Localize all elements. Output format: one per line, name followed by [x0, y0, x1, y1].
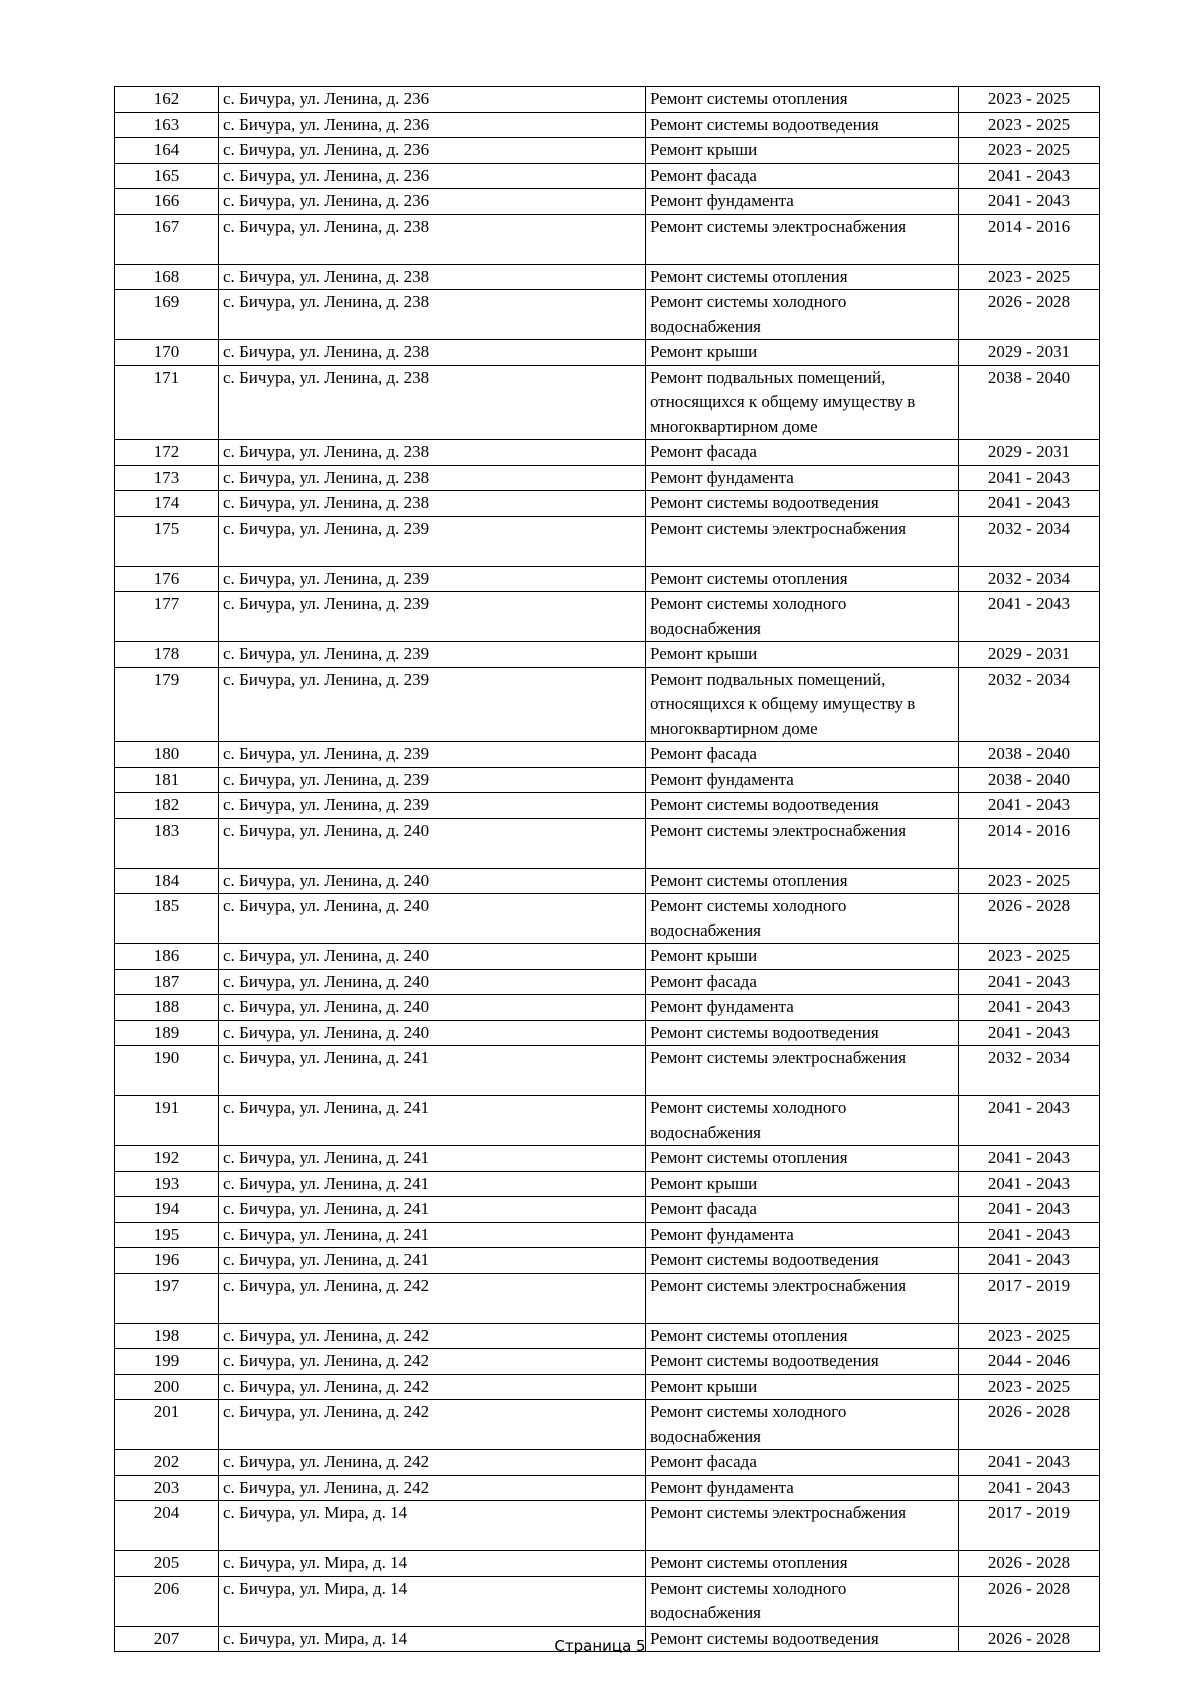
- work-type-cell: Ремонт фундамента: [646, 1222, 959, 1248]
- row-number-cell: 177: [115, 592, 219, 642]
- row-number-cell: 192: [115, 1146, 219, 1172]
- work-type-cell: Ремонт фасада: [646, 742, 959, 768]
- work-type-cell: Ремонт системы отопления: [646, 87, 959, 113]
- address-cell: с. Бичура, ул. Ленина, д. 240: [219, 868, 646, 894]
- table-row: [115, 1501, 1100, 1551]
- row-number-cell: 206: [115, 1576, 219, 1626]
- address-cell: с. Бичура, ул. Ленина, д. 239: [219, 566, 646, 592]
- row-number-cell: 181: [115, 767, 219, 793]
- period-cell: 2041 - 2043: [959, 465, 1100, 491]
- period-cell: 2038 - 2040: [959, 365, 1100, 440]
- address-cell: с. Бичура, ул. Ленина, д. 238: [219, 440, 646, 466]
- row-number-cell: 183: [115, 818, 219, 868]
- work-type-cell: Ремонт крыши: [646, 138, 959, 164]
- work-type-cell: Ремонт крыши: [646, 340, 959, 366]
- row-number-cell: 187: [115, 969, 219, 995]
- address-cell: с. Бичура, ул. Ленина, д. 241: [219, 1046, 646, 1096]
- address-cell: с. Бичура, ул. Ленина, д. 240: [219, 1020, 646, 1046]
- table-row: [115, 1020, 1100, 1046]
- table-row: [115, 894, 1100, 944]
- table-row: [115, 264, 1100, 290]
- table-row: [115, 138, 1100, 164]
- table-row: [115, 868, 1100, 894]
- work-type-cell: Ремонт подвальных помещений, относящихся к общему имуществу в многоквартирном доме: [646, 365, 959, 440]
- work-type-cell: Ремонт фасада: [646, 1197, 959, 1223]
- row-number-cell: 174: [115, 491, 219, 517]
- table-row: [115, 969, 1100, 995]
- period-cell: 2023 - 2025: [959, 87, 1100, 113]
- address-cell: с. Бичура, ул. Ленина, д. 240: [219, 969, 646, 995]
- table-row: [115, 516, 1100, 566]
- work-type-cell: Ремонт системы отопления: [646, 1146, 959, 1172]
- row-number-cell: 176: [115, 566, 219, 592]
- table-row: [115, 365, 1100, 440]
- row-number-cell: 179: [115, 667, 219, 742]
- work-type-cell: Ремонт фундамента: [646, 995, 959, 1021]
- work-type-cell: Ремонт системы электроснабжения: [646, 214, 959, 264]
- table-row: [115, 290, 1100, 340]
- table-row: [115, 163, 1100, 189]
- table-row: [115, 440, 1100, 466]
- row-number-cell: 175: [115, 516, 219, 566]
- work-type-cell: Ремонт системы холодного водоснабжения: [646, 1096, 959, 1146]
- table-row: [115, 491, 1100, 517]
- work-type-cell: Ремонт фасада: [646, 163, 959, 189]
- row-number-cell: 191: [115, 1096, 219, 1146]
- address-cell: с. Бичура, ул. Ленина, д. 241: [219, 1171, 646, 1197]
- table-row: [115, 566, 1100, 592]
- table-row: [115, 1450, 1100, 1476]
- table-row: [115, 1349, 1100, 1375]
- row-number-cell: 198: [115, 1323, 219, 1349]
- row-number-cell: 162: [115, 87, 219, 113]
- row-number-cell: 168: [115, 264, 219, 290]
- period-cell: 2023 - 2025: [959, 264, 1100, 290]
- period-cell: 2041 - 2043: [959, 995, 1100, 1021]
- row-number-cell: 207: [115, 1626, 219, 1652]
- period-cell: 2041 - 2043: [959, 189, 1100, 215]
- work-type-cell: Ремонт крыши: [646, 1374, 959, 1400]
- table-row: [115, 214, 1100, 264]
- row-number-cell: 165: [115, 163, 219, 189]
- row-number-cell: 199: [115, 1349, 219, 1375]
- work-type-cell: Ремонт фасада: [646, 440, 959, 466]
- row-number-cell: 184: [115, 868, 219, 894]
- address-cell: с. Бичура, ул. Ленина, д. 242: [219, 1323, 646, 1349]
- work-type-cell: Ремонт фундамента: [646, 189, 959, 215]
- table-row: [115, 189, 1100, 215]
- table-row: [115, 1096, 1100, 1146]
- period-cell: 2041 - 2043: [959, 1197, 1100, 1223]
- work-type-cell: Ремонт фасада: [646, 1450, 959, 1476]
- address-cell: с. Бичура, ул. Ленина, д. 239: [219, 592, 646, 642]
- work-type-cell: Ремонт системы отопления: [646, 868, 959, 894]
- work-type-cell: Ремонт фундамента: [646, 767, 959, 793]
- table-row: [115, 1146, 1100, 1172]
- period-cell: 2038 - 2040: [959, 767, 1100, 793]
- row-number-cell: 173: [115, 465, 219, 491]
- table-row: [115, 87, 1100, 113]
- work-type-cell: Ремонт системы водоотведения: [646, 1020, 959, 1046]
- table-row: [115, 592, 1100, 642]
- row-number-cell: 203: [115, 1475, 219, 1501]
- row-number-cell: 186: [115, 944, 219, 970]
- work-type-cell: Ремонт фундамента: [646, 1475, 959, 1501]
- address-cell: с. Бичура, ул. Ленина, д. 238: [219, 290, 646, 340]
- period-cell: 2041 - 2043: [959, 1248, 1100, 1274]
- work-type-cell: Ремонт системы холодного водоснабжения: [646, 1400, 959, 1450]
- work-type-cell: Ремонт системы электроснабжения: [646, 1273, 959, 1323]
- table-row: [115, 944, 1100, 970]
- repair-schedule-table: [114, 86, 1100, 1652]
- address-cell: с. Бичура, ул. Ленина, д. 238: [219, 340, 646, 366]
- address-cell: с. Бичура, ул. Ленина, д. 240: [219, 818, 646, 868]
- period-cell: 2041 - 2043: [959, 491, 1100, 517]
- work-type-cell: Ремонт системы отопления: [646, 566, 959, 592]
- address-cell: с. Бичура, ул. Ленина, д. 242: [219, 1400, 646, 1450]
- address-cell: с. Бичура, ул. Ленина, д. 242: [219, 1450, 646, 1476]
- table-row: [115, 995, 1100, 1021]
- work-type-cell: Ремонт системы водоотведения: [646, 491, 959, 517]
- address-cell: с. Бичура, ул. Ленина, д. 241: [219, 1146, 646, 1172]
- period-cell: 2041 - 2043: [959, 163, 1100, 189]
- work-type-cell: Ремонт системы электроснабжения: [646, 1501, 959, 1551]
- address-cell: с. Бичура, ул. Ленина, д. 239: [219, 516, 646, 566]
- row-number-cell: 190: [115, 1046, 219, 1096]
- row-number-cell: 167: [115, 214, 219, 264]
- period-cell: 2026 - 2028: [959, 1400, 1100, 1450]
- address-cell: с. Бичура, ул. Ленина, д. 241: [219, 1197, 646, 1223]
- work-type-cell: Ремонт системы холодного водоснабжения: [646, 894, 959, 944]
- period-cell: 2017 - 2019: [959, 1273, 1100, 1323]
- period-cell: 2026 - 2028: [959, 1576, 1100, 1626]
- table-body: [115, 87, 1100, 1652]
- period-cell: 2041 - 2043: [959, 969, 1100, 995]
- table-row: [115, 793, 1100, 819]
- row-number-cell: 204: [115, 1501, 219, 1551]
- period-cell: 2032 - 2034: [959, 566, 1100, 592]
- table-row: [115, 1273, 1100, 1323]
- row-number-cell: 172: [115, 440, 219, 466]
- row-number-cell: 164: [115, 138, 219, 164]
- row-number-cell: 170: [115, 340, 219, 366]
- row-number-cell: 200: [115, 1374, 219, 1400]
- row-number-cell: 188: [115, 995, 219, 1021]
- work-type-cell: Ремонт системы отопления: [646, 1323, 959, 1349]
- address-cell: с. Бичура, ул. Ленина, д. 240: [219, 944, 646, 970]
- table-row: [115, 1374, 1100, 1400]
- table-row: [115, 818, 1100, 868]
- period-cell: 2023 - 2025: [959, 112, 1100, 138]
- period-cell: 2026 - 2028: [959, 894, 1100, 944]
- row-number-cell: 166: [115, 189, 219, 215]
- address-cell: с. Бичура, ул. Ленина, д. 239: [219, 742, 646, 768]
- period-cell: 2038 - 2040: [959, 742, 1100, 768]
- work-type-cell: Ремонт системы холодного водоснабжения: [646, 592, 959, 642]
- address-cell: с. Бичура, ул. Ленина, д. 236: [219, 87, 646, 113]
- table-row: [115, 112, 1100, 138]
- period-cell: 2029 - 2031: [959, 340, 1100, 366]
- work-type-cell: Ремонт фундамента: [646, 465, 959, 491]
- period-cell: 2023 - 2025: [959, 1374, 1100, 1400]
- row-number-cell: 194: [115, 1197, 219, 1223]
- address-cell: с. Бичура, ул. Ленина, д. 242: [219, 1349, 646, 1375]
- period-cell: 2041 - 2043: [959, 1475, 1100, 1501]
- address-cell: с. Бичура, ул. Мира, д. 14: [219, 1501, 646, 1551]
- table-row: [115, 465, 1100, 491]
- table-row: [115, 642, 1100, 668]
- row-number-cell: 202: [115, 1450, 219, 1476]
- table-row: [115, 1197, 1100, 1223]
- row-number-cell: 189: [115, 1020, 219, 1046]
- address-cell: с. Бичура, ул. Мира, д. 14: [219, 1626, 646, 1652]
- table-row: [115, 667, 1100, 742]
- period-cell: 2023 - 2025: [959, 944, 1100, 970]
- address-cell: с. Бичура, ул. Ленина, д. 238: [219, 214, 646, 264]
- work-type-cell: Ремонт крыши: [646, 1171, 959, 1197]
- row-number-cell: 178: [115, 642, 219, 668]
- period-cell: 2023 - 2025: [959, 1323, 1100, 1349]
- address-cell: с. Бичура, ул. Ленина, д. 238: [219, 264, 646, 290]
- row-number-cell: 193: [115, 1171, 219, 1197]
- work-type-cell: Ремонт системы отопления: [646, 1551, 959, 1577]
- address-cell: с. Бичура, ул. Ленина, д. 236: [219, 189, 646, 215]
- work-type-cell: Ремонт системы водоотведения: [646, 1349, 959, 1375]
- work-type-cell: Ремонт крыши: [646, 944, 959, 970]
- address-cell: с. Бичура, ул. Ленина, д. 239: [219, 793, 646, 819]
- period-cell: 2041 - 2043: [959, 1450, 1100, 1476]
- row-number-cell: 205: [115, 1551, 219, 1577]
- address-cell: с. Бичура, ул. Ленина, д. 238: [219, 365, 646, 440]
- period-cell: 2014 - 2016: [959, 214, 1100, 264]
- table-row: [115, 1046, 1100, 1096]
- document-page: [114, 86, 1099, 1652]
- row-number-cell: 182: [115, 793, 219, 819]
- row-number-cell: 201: [115, 1400, 219, 1450]
- address-cell: с. Бичура, ул. Ленина, д. 239: [219, 767, 646, 793]
- work-type-cell: Ремонт системы холодного водоснабжения: [646, 290, 959, 340]
- period-cell: 2041 - 2043: [959, 1171, 1100, 1197]
- period-cell: 2041 - 2043: [959, 1020, 1100, 1046]
- address-cell: с. Бичура, ул. Мира, д. 14: [219, 1576, 646, 1626]
- table-row: [115, 1171, 1100, 1197]
- row-number-cell: 196: [115, 1248, 219, 1274]
- period-cell: 2026 - 2028: [959, 290, 1100, 340]
- table-row: [115, 742, 1100, 768]
- work-type-cell: Ремонт системы холодного водоснабжения: [646, 1576, 959, 1626]
- work-type-cell: Ремонт системы отопления: [646, 264, 959, 290]
- table-row: [115, 1400, 1100, 1450]
- work-type-cell: Ремонт крыши: [646, 642, 959, 668]
- period-cell: 2017 - 2019: [959, 1501, 1100, 1551]
- period-cell: 2032 - 2034: [959, 667, 1100, 742]
- table-row: [115, 767, 1100, 793]
- row-number-cell: 195: [115, 1222, 219, 1248]
- address-cell: с. Бичура, ул. Ленина, д. 241: [219, 1222, 646, 1248]
- work-type-cell: Ремонт системы водоотведения: [646, 112, 959, 138]
- work-type-cell: Ремонт системы водоотведения: [646, 1626, 959, 1652]
- table-row: [115, 1222, 1100, 1248]
- period-cell: 2026 - 2028: [959, 1626, 1100, 1652]
- address-cell: с. Бичура, ул. Ленина, д. 242: [219, 1273, 646, 1323]
- work-type-cell: Ремонт системы электроснабжения: [646, 1046, 959, 1096]
- work-type-cell: Ремонт системы водоотведения: [646, 1248, 959, 1274]
- address-cell: с. Бичура, ул. Ленина, д. 239: [219, 667, 646, 742]
- period-cell: 2029 - 2031: [959, 642, 1100, 668]
- address-cell: с. Бичура, ул. Ленина, д. 241: [219, 1096, 646, 1146]
- row-number-cell: 163: [115, 112, 219, 138]
- period-cell: 2041 - 2043: [959, 1146, 1100, 1172]
- period-cell: 2041 - 2043: [959, 1096, 1100, 1146]
- address-cell: с. Бичура, ул. Ленина, д. 242: [219, 1475, 646, 1501]
- page-number: Страница 5: [554, 1637, 646, 1655]
- address-cell: с. Бичура, ул. Ленина, д. 240: [219, 894, 646, 944]
- work-type-cell: Ремонт системы водоотведения: [646, 793, 959, 819]
- period-cell: 2032 - 2034: [959, 516, 1100, 566]
- period-cell: 2041 - 2043: [959, 793, 1100, 819]
- period-cell: 2014 - 2016: [959, 818, 1100, 868]
- period-cell: 2032 - 2034: [959, 1046, 1100, 1096]
- table-row: [115, 1551, 1100, 1577]
- row-number-cell: 185: [115, 894, 219, 944]
- address-cell: с. Бичура, ул. Ленина, д. 239: [219, 642, 646, 668]
- work-type-cell: Ремонт подвальных помещений, относящихся к общему имуществу в многоквартирном доме: [646, 667, 959, 742]
- period-cell: 2029 - 2031: [959, 440, 1100, 466]
- row-number-cell: 180: [115, 742, 219, 768]
- address-cell: с. Бичура, ул. Ленина, д. 236: [219, 138, 646, 164]
- work-type-cell: Ремонт системы электроснабжения: [646, 516, 959, 566]
- period-cell: 2041 - 2043: [959, 1222, 1100, 1248]
- address-cell: с. Бичура, ул. Мира, д. 14: [219, 1551, 646, 1577]
- row-number-cell: 171: [115, 365, 219, 440]
- work-type-cell: Ремонт фасада: [646, 969, 959, 995]
- table-row: [115, 340, 1100, 366]
- table-row: [115, 1248, 1100, 1274]
- period-cell: 2041 - 2043: [959, 592, 1100, 642]
- period-cell: 2023 - 2025: [959, 868, 1100, 894]
- address-cell: с. Бичура, ул. Ленина, д. 236: [219, 112, 646, 138]
- row-number-cell: 197: [115, 1273, 219, 1323]
- period-cell: 2023 - 2025: [959, 138, 1100, 164]
- work-type-cell: Ремонт системы электроснабжения: [646, 818, 959, 868]
- period-cell: 2026 - 2028: [959, 1551, 1100, 1577]
- address-cell: с. Бичура, ул. Ленина, д. 236: [219, 163, 646, 189]
- table-row: [115, 1475, 1100, 1501]
- row-number-cell: 169: [115, 290, 219, 340]
- address-cell: с. Бичура, ул. Ленина, д. 242: [219, 1374, 646, 1400]
- period-cell: 2044 - 2046: [959, 1349, 1100, 1375]
- address-cell: с. Бичура, ул. Ленина, д. 240: [219, 995, 646, 1021]
- table-row: [115, 1576, 1100, 1626]
- address-cell: с. Бичура, ул. Ленина, д. 238: [219, 491, 646, 517]
- table-row: [115, 1323, 1100, 1349]
- address-cell: с. Бичура, ул. Ленина, д. 241: [219, 1248, 646, 1274]
- address-cell: с. Бичура, ул. Ленина, д. 238: [219, 465, 646, 491]
